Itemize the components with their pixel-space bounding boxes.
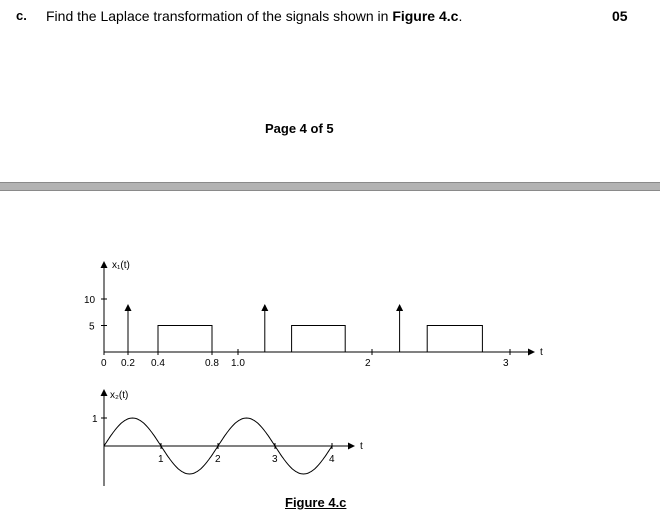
x2-t-label: t <box>360 441 363 452</box>
x1-t-label: t <box>540 347 543 358</box>
x1-pulse-3 <box>427 326 482 353</box>
x1-xtick-label-2: 2 <box>365 358 371 369</box>
x1-xtick-label-0: 0 <box>101 358 107 369</box>
page-number: Page 4 of 5 <box>265 121 334 136</box>
x1-pulse-1 <box>158 326 212 353</box>
x2-xtick-label-4: 4 <box>329 454 335 465</box>
figure-caption: Figure 4.c <box>285 495 347 510</box>
x1-ytick-label-5: 5 <box>89 321 95 333</box>
x1-axis-label: x₁(t) <box>112 260 130 271</box>
question-label: c. <box>16 8 27 23</box>
question-text-end: . <box>458 8 463 24</box>
x1-xtick-label-0.8: 0.8 <box>205 358 219 369</box>
x2-xtick-label-1: 1 <box>158 454 164 465</box>
x2-xtick-label-3: 3 <box>272 454 278 465</box>
x1-xtick-label-0.2: 0.2 <box>121 358 135 369</box>
x1-xtick-label-1.0: 1.0 <box>231 358 245 369</box>
x1-ytick-label-10: 10 <box>84 295 96 306</box>
x2-xtick-label-2: 2 <box>215 454 221 465</box>
x2-axis-label: x₂(t) <box>110 390 129 401</box>
question-marks: 05 <box>612 8 628 24</box>
x1-xtick-label-3: 3 <box>503 358 509 369</box>
x1-pulse-2 <box>292 326 346 353</box>
x1-xtick-label-0.4: 0.4 <box>151 358 165 369</box>
x2-ytick-label-1: 1 <box>92 414 98 425</box>
figure-reference: Figure 4.c <box>392 8 459 24</box>
question-text-start: Find the Laplace transformation of the signals shown in <box>46 8 393 24</box>
